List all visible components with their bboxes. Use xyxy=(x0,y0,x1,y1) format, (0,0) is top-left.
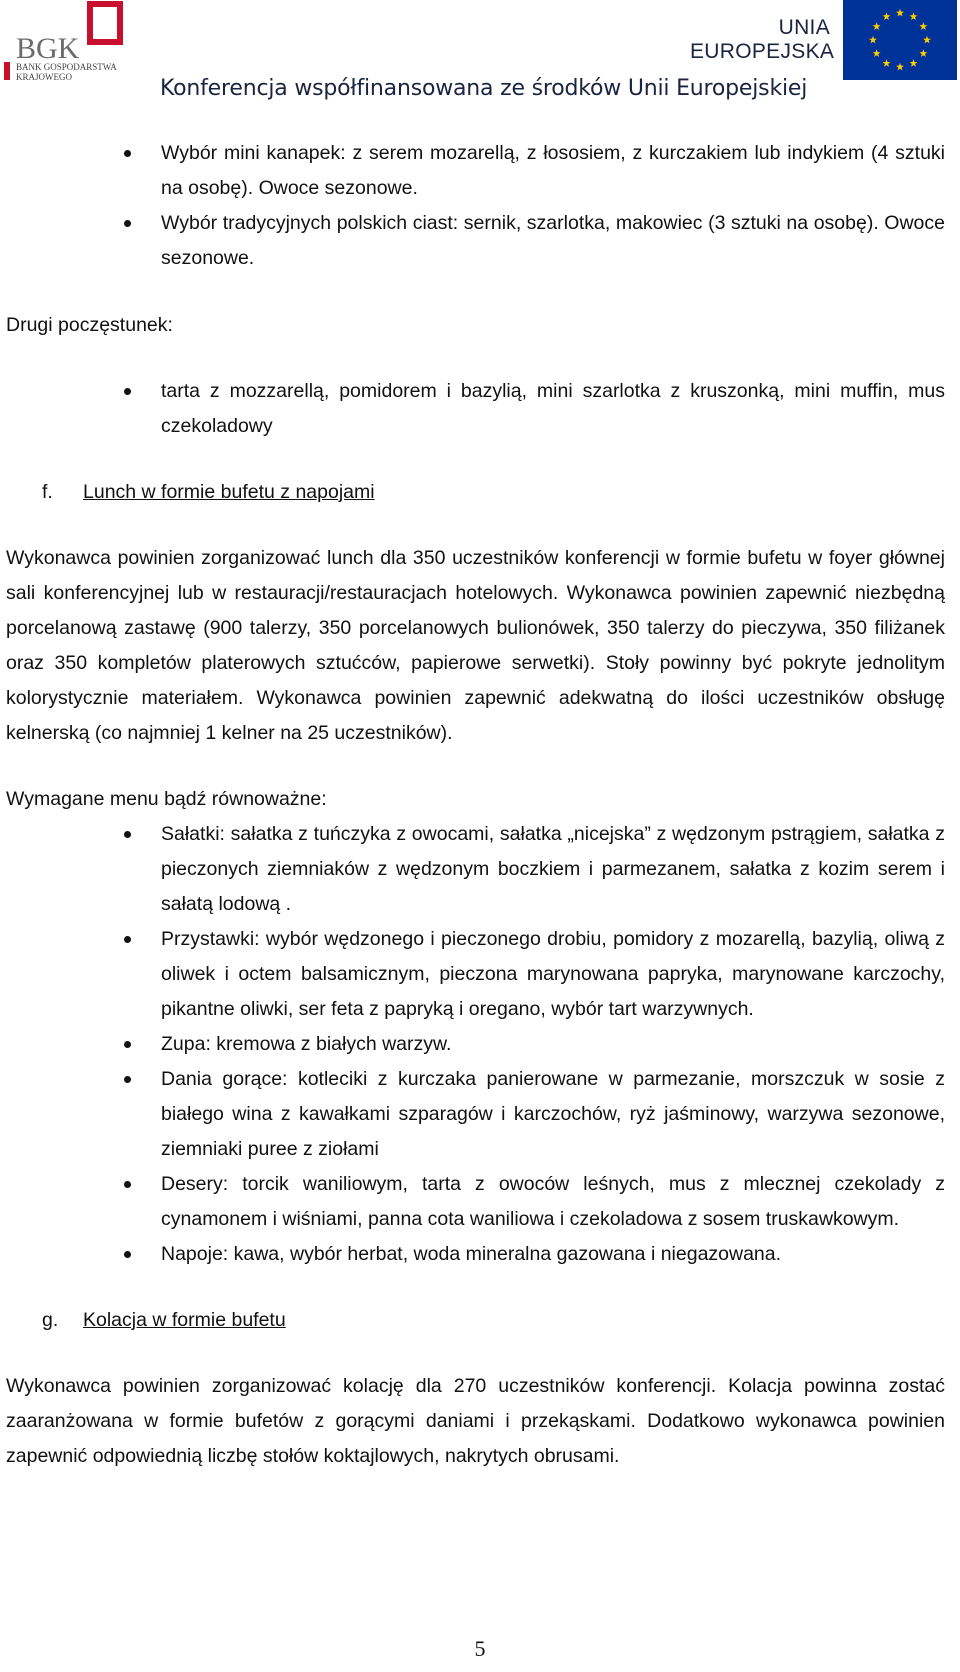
eu-label-line2: EUROPEJSKA xyxy=(690,40,835,63)
section-f-paragraph: Wykonawca powinien zorganizować lunch dla 350 uczestników konferencji w formie bufetu w foyer głównej sali konferencyjnej lub w restauracji/restauracjach hotelowych. Wykonawca powinien zapewnić niezbędną porcelanową zastawę (900 talerzy, 350 porcelanowych bulionówek, 350 talerzy do pieczywa, 350 filiżanek oraz 350 kompletów platerowych sztućców, papierowe serwetki). Stoły powinny być pokryte jednolitym kolorystycznie materiałem. Wykonawca powinien zapewnić adekwatną do ilości uczestników obsługę kelnerską (co najmniej 1 kelner na 25 uczestników). xyxy=(6,547,945,744)
eu-flag-icon xyxy=(843,0,957,80)
document-body xyxy=(6,136,945,1474)
snack-bullets xyxy=(6,136,945,276)
section-f-title: Lunch w formie bufetu z napojami xyxy=(83,481,375,503)
list-item: Przystawki: wybór wędzonego i pieczonego drobiu, pomidory z mozarellą, bazylią, oliwą z oliwek i octem balsamicznym, pieczona marynowana papryka, marynowane karczochy, pikantne oliwki, ser feta z papryką i oregano, wybór tart warzywnych. xyxy=(6,922,945,1027)
header-title: Konferencja współfinansowana ze środków Unii Europejskiej xyxy=(160,76,808,101)
section-f-heading xyxy=(6,475,945,510)
section-g-paragraph: Wykonawca powinien zorganizować kolację dla 270 uczestników konferencji. Kolacja powinna zostać zaaranżowana w formie bufetów z gorącymi daniami i przekąskami. Dodatkowo wykonawca powinien zapewnić odpowiednią liczbę stołów koktajlowych, nakrytych obrusami. xyxy=(6,1375,945,1467)
page-number: 5 xyxy=(474,1636,486,1661)
list-item: Wybór mini kanapek: z serem mozarellą, z łososiem, z kurczakiem lub indykiem (4 sztuki na osobę). Owoce sezonowe. xyxy=(6,136,945,206)
section-f-letter: f. xyxy=(42,481,53,503)
eu-label-line1: UNIA xyxy=(778,16,830,39)
svg-text:KRAJOWEGO: KRAJOWEGO xyxy=(16,72,72,82)
section-g-letter: g. xyxy=(42,1309,59,1331)
list-item: Zupa: kremowa z białych warzyw. xyxy=(6,1027,945,1062)
bgk-logo xyxy=(4,0,134,88)
list-item: Wybór tradycyjnych polskich ciast: sernik, szarlotka, makowiec (3 sztuki na osobę). Owoce sezonowe. xyxy=(6,206,945,276)
menu-label: Wymagane menu bądź równoważne: xyxy=(6,788,327,810)
list-item: Desery: torcik waniliowym, tarta z owoców leśnych, mus z mlecznej czekolady z cynamonem i wiśniami, panna cota waniliowa i czekoladowa z sosem truskawkowym. xyxy=(6,1167,945,1237)
eu-label xyxy=(690,16,835,64)
page-header xyxy=(0,0,960,100)
lunch-menu-list xyxy=(6,817,945,1272)
svg-text:BANK GOSPODARSTWA: BANK GOSPODARSTWA xyxy=(16,62,117,72)
second-snack-label: Drugi poczęstunek: xyxy=(6,314,173,336)
list-item: tarta z mozzarellą, pomidorem i bazylią, mini szarlotka z kruszonką, mini muffin, mus czekoladowy xyxy=(6,374,945,444)
list-item: Dania gorące: kotleciki z kurczaka panierowane w parmezanie, morszczuk w sosie z białego wina z kawałkami szparagów i karczochów, ryż jaśminowy, warzywa sezonowe, ziemniaki puree z ziołami xyxy=(6,1062,945,1167)
svg-text:BGK: BGK xyxy=(16,32,80,65)
second-snack-bullets xyxy=(6,374,945,444)
list-item: Sałatki: sałatka z tuńczyka z owocami, sałatka „nicejska” z wędzonym pstrągiem, sałatka z pieczonych ziemniaków z wędzonym boczkiem i parmezanem, sałatka z kozim serem i sałatą lodową . xyxy=(6,817,945,922)
list-item: Napoje: kawa, wybór herbat, woda mineralna gazowana i niegazowana. xyxy=(6,1237,945,1272)
section-g-heading xyxy=(6,1303,945,1338)
section-g-title: Kolacja w formie bufetu xyxy=(83,1309,286,1331)
